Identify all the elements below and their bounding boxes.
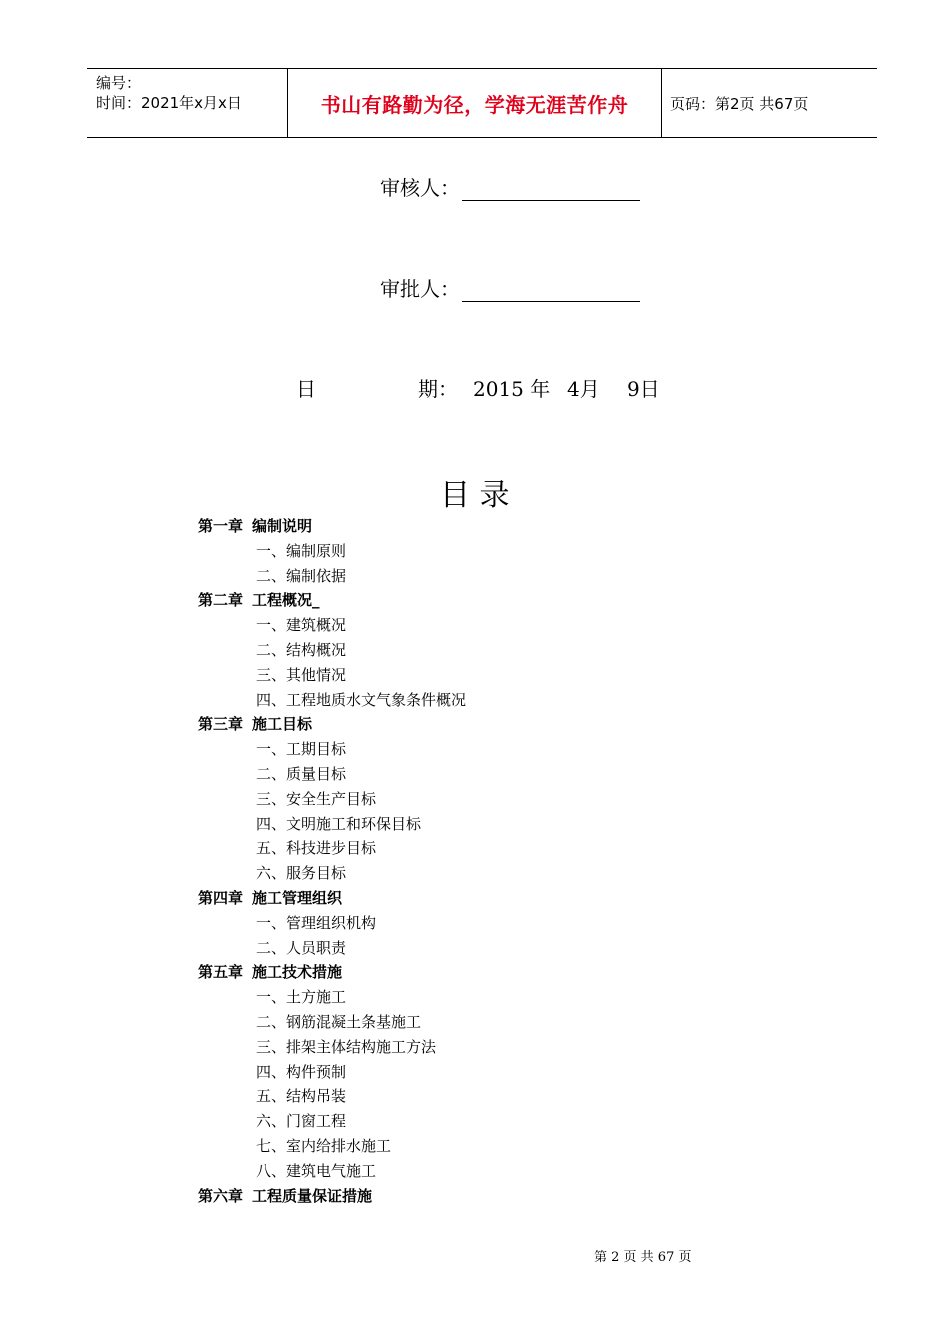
toc-entry-text: 施工目标 <box>252 715 313 734</box>
toc-chapter-number: 第一章 <box>198 517 244 535</box>
toc-entry-text: 四、工程地质水文气象条件概况 <box>256 690 467 709</box>
toc-chapter-number: 第四章 <box>198 888 244 907</box>
toc-entry-text: 二、结构概况 <box>256 640 347 659</box>
date-label-period: 期： <box>418 377 458 401</box>
header-code: 编号： <box>96 74 142 92</box>
footer-page-number: 第 2 页 共 67 页 <box>594 1250 692 1265</box>
reviewer-signature <box>380 172 640 201</box>
toc-section[interactable] <box>198 762 798 787</box>
reviewer-label: 审核人： <box>380 176 460 200</box>
toc-chapter-number: 第五章 <box>198 963 244 982</box>
toc-entry-text: 三、安全生产目标 <box>256 789 377 808</box>
toc-entry-text: 二、质量目标 <box>256 764 347 783</box>
toc-entry-text: 一、工期目标 <box>256 740 347 759</box>
toc-section[interactable] <box>198 539 798 564</box>
toc-entry-text: 五、科技进步目标 <box>256 839 377 858</box>
page-header <box>87 68 877 138</box>
toc-section[interactable] <box>198 1084 798 1109</box>
toc-chapter[interactable] <box>198 514 798 539</box>
toc-section[interactable] <box>198 787 798 812</box>
toc-entry-text: 施工管理组织 <box>252 888 343 907</box>
toc-section[interactable] <box>198 688 798 713</box>
toc-section[interactable] <box>198 663 798 688</box>
toc-chapter[interactable] <box>198 960 798 985</box>
toc-section[interactable] <box>198 613 798 638</box>
toc-chapter[interactable] <box>198 886 798 911</box>
approver-signature-line <box>462 279 640 302</box>
toc-entry-text: 二、人员职责 <box>256 938 347 957</box>
toc-entry-text: 三、其他情况 <box>256 665 347 684</box>
toc-section[interactable] <box>198 911 798 936</box>
date-year: 2015 年 <box>473 377 551 401</box>
toc-entry-text: 七、室内给排水施工 <box>256 1136 392 1155</box>
reviewer-signature-line <box>462 178 640 201</box>
date-label-day: 日 <box>296 377 316 401</box>
date-month: 4月 <box>567 377 600 401</box>
toc-entry-text: 编制说明 <box>252 517 313 535</box>
toc-chapter[interactable] <box>198 1184 798 1209</box>
header-meta <box>96 73 242 113</box>
toc-entry-text: 五、结构吊装 <box>256 1087 347 1106</box>
toc-entry-text: 工程质量保证措施 <box>252 1186 373 1205</box>
toc-section[interactable] <box>198 564 798 589</box>
toc-entry-text: 一、管理组织机构 <box>256 913 377 932</box>
toc-entry-text: 施工技术措施 <box>252 963 343 982</box>
toc-title: 目 录 <box>440 478 510 513</box>
toc-section[interactable] <box>198 1060 798 1085</box>
toc-chapter[interactable] <box>198 588 798 613</box>
toc-entry-text: 四、构件预制 <box>256 1062 347 1081</box>
toc-chapter-number: 第三章 <box>198 715 244 734</box>
approver-signature <box>380 273 640 302</box>
header-page-number: 页码：第2页 共67页 <box>670 95 809 113</box>
toc-entry-text: 四、文明施工和环保目标 <box>256 814 422 833</box>
toc-section[interactable] <box>198 936 798 961</box>
toc-entry-text: 二、编制依据 <box>256 566 347 585</box>
toc-section[interactable] <box>198 985 798 1010</box>
toc-section[interactable] <box>198 1010 798 1035</box>
toc-entry-text: 一、建筑概况 <box>256 616 347 635</box>
toc-section[interactable] <box>198 1134 798 1159</box>
toc-entry-text: 三、排架主体结构施工方法 <box>256 1037 437 1056</box>
date-day: 9日 <box>627 377 660 401</box>
toc-section[interactable] <box>198 1109 798 1134</box>
toc-section[interactable] <box>198 836 798 861</box>
approver-label: 审批人： <box>380 277 460 301</box>
toc-chapter-number: 第六章 <box>198 1186 244 1205</box>
toc-entry-text: 六、服务目标 <box>256 864 347 883</box>
toc-section[interactable] <box>198 638 798 663</box>
toc-entry-text: 一、土方施工 <box>256 988 347 1007</box>
header-motto: 书山有路勤为径，学海无涯苦作舟 <box>320 92 629 117</box>
toc-entry-text: 八、建筑电气施工 <box>256 1161 377 1180</box>
toc-entry-text: 六、门窗工程 <box>256 1112 347 1131</box>
table-of-contents <box>198 514 798 1208</box>
toc-section[interactable] <box>198 861 798 886</box>
toc-chapter[interactable] <box>198 712 798 737</box>
header-divider <box>661 69 662 137</box>
header-time: 时间：2021年x月x日 <box>96 94 242 112</box>
toc-chapter-number: 第二章 <box>198 591 244 610</box>
toc-section[interactable] <box>198 812 798 837</box>
toc-entry-text: 工程概况_ <box>252 591 320 610</box>
toc-section[interactable] <box>198 1035 798 1060</box>
toc-entry-text: 一、编制原则 <box>256 541 347 560</box>
toc-section[interactable] <box>198 737 798 762</box>
toc-entry-text: 二、钢筋混凝土条基施工 <box>256 1012 422 1031</box>
toc-section[interactable] <box>198 1159 798 1184</box>
